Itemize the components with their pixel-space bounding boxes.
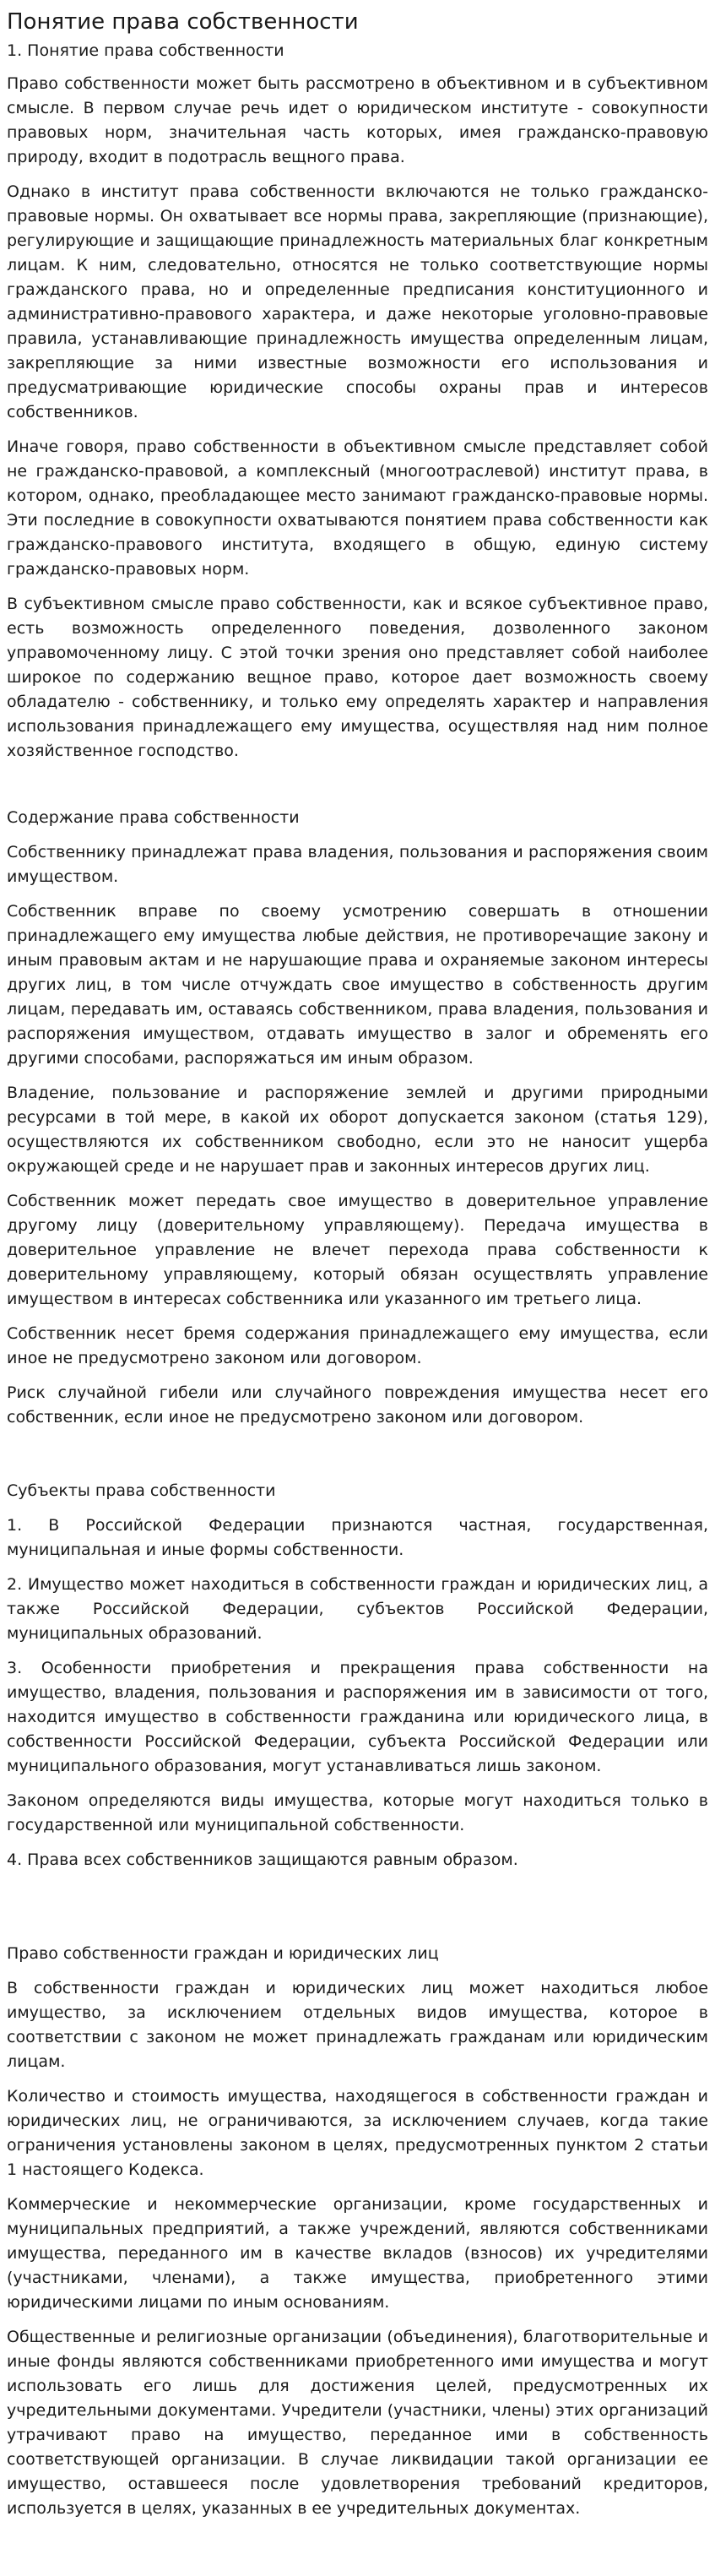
section-heading-concept: 1. Понятие права собственности	[7, 41, 284, 60]
paragraph: Иначе говоря, право собственности в объективном смысле представляет собой не гражданско-правовой, а комплексный (многоотраслевой) институт права, в котором, однако, преобладающее место занимают гражданско-правовые нормы. Эти последние в совокупности охватываются понятием права собственности как гражданско-правового института, входящего в общую, единую систему гражданско-правовых норм.	[7, 437, 708, 579]
page-title: Понятие права собственности	[7, 9, 359, 35]
paragraph: 1. В Российской Федерации признаются частная, государственная, муниципальная и иные формы собственности.	[7, 1516, 708, 1559]
paragraph: Риск случайной гибели или случайного повреждения имущества несет его собственник, если иное не предусмотрено законом или договором.	[7, 1383, 708, 1427]
paragraph: 4. Права всех собственников защищаются равным образом.	[7, 1850, 518, 1869]
paragraph: Количество и стоимость имущества, находящегося в собственности граждан и юридических лиц, не ограничиваются, за исключением случаев, когда такие ограничения установлены законом в целях, предусмотренных пунктом 2 статьи 1 настоящего Кодекса.	[7, 2087, 708, 2179]
paragraph: Общественные и религиозные организации (объединения), благотворительные и иные фонды являются собственниками приобретенного ими имущества и могут использовать его лишь для достижения целей, предусмотренных их учредительными документами. Учредители (участники, члены) этих организаций утрачивают право на имущество, переданное ими в собственность соответствующей организации. В случае ликвидации такой организации ее имущество, оставшееся после удовлетворения требований кредиторов, используется в целях, указанных в ее учредительных документах.	[7, 2328, 708, 2518]
section-heading-citizens-legal-entities: Право собственности граждан и юридических лиц	[7, 1944, 439, 1963]
section-heading-content: Содержание права собственности	[7, 808, 300, 827]
paragraph: Однако в институт права собственности включаются не только гражданско-правовые нормы. Он охватывает все нормы права, закрепляющие (признающие), регулирующие и защищающие принадлежность материальных благ конкретным лицам. К ним, следовательно, относятся не только соответствующие нормы гражданского права, но и определенные предписания конституционного и административно-правового характера, и даже некоторые уголовно-правовые правила, устанавливающие принадлежность имущества определенным лицам, закрепляющие за ними известные возможности его использования и предусматривающие юридические способы охраны прав и интересов собственников.	[7, 182, 708, 421]
paragraph: Собственник может передать свое имущество в доверительное управление другому лицу (доверительному управляющему). Передача имущества в доверительное управление не влечет перехода права собственности к доверительному управляющему, который обязан осуществлять управление имуществом в интересах собственника или указанного им третьего лица.	[7, 1192, 708, 1308]
paragraph: Коммерческие и некоммерческие организации, кроме государственных и муниципальных предприятий, а также учреждений, являются собственниками имущества, переданного им в качестве вкладов (взносов) их учредителями (участниками, членами), а также имущества, приобретенного этими юридическими лицами по иным основаниям.	[7, 2195, 708, 2312]
paragraph: Владение, пользование и распоряжение землей и другими природными ресурсами в той мере, в какой их оборот допускается законом (статья 129), осуществляются их собственником свободно, если это не наносит ущерба окружающей среде и не нарушает прав и законных интересов других лиц.	[7, 1084, 708, 1176]
paragraph: Собственник несет бремя содержания принадлежащего ему имущества, если иное не предусмотрено законом или договором.	[7, 1324, 708, 1367]
paragraph: В собственности граждан и юридических лиц может находиться любое имущество, за исключением отдельных видов имущества, которое в соответствии с законом не может принадлежать гражданам или юридическим лицам.	[7, 1979, 708, 2071]
paragraph: Право собственности может быть рассмотрено в объективном и в субъективном смысле. В первом случае речь идет о юридическом институте - совокупности правовых норм, значительная часть которых, имея гражданско-правовую природу, входит в подотрасль вещного права.	[7, 74, 708, 166]
paragraph: Собственник вправе по своему усмотрению совершать в отношении принадлежащего ему имущества любые действия, не противоречащие закону и иным правовым актам и не нарушающие права и охраняемые законом интересы других лиц, в том числе отчуждать свое имущество в собственность другим лицам, передавать им, оставаясь собственником, права владения, пользования и распоряжения имуществом, отдавать имущество в залог и обременять его другими способами, распоряжаться им иным образом.	[7, 902, 708, 1068]
paragraph: В субъективном смысле право собственности, как и всякое субъективное право, есть возможность определенного поведения, дозволенного законом управомоченному лицу. С этой точки зрения оно представляет собой наиболее широкое по содержанию вещное право, которое дает возможность своему обладателю - собственнику, и только ему определять характер и направления использования принадлежащего ему имущества, осуществляя над ним полное хозяйственное господство.	[7, 595, 708, 760]
paragraph: Законом определяются виды имущества, которые могут находиться только в государственной или муниципальной собственности.	[7, 1791, 708, 1834]
section-heading-subjects: Субъекты права собственности	[7, 1481, 276, 1500]
paragraph: Собственнику принадлежат права владения, пользования и распоряжения своим имуществом.	[7, 843, 708, 886]
paragraph: 3. Особенности приобретения и прекращения права собственности на имущество, владения, пользования и распоряжения им в зависимости от того, находится имущество в собственности гражданина или юридического лица, в собственности Российской Федерации, субъекта Российской Федерации или муниципального образования, могут устанавливаться лишь законом.	[7, 1659, 708, 1775]
paragraph: 2. Имущество может находиться в собственности граждан и юридических лиц, а также Российской Федерации, субъектов Российской Федерации, муниципальных образований.	[7, 1575, 708, 1643]
